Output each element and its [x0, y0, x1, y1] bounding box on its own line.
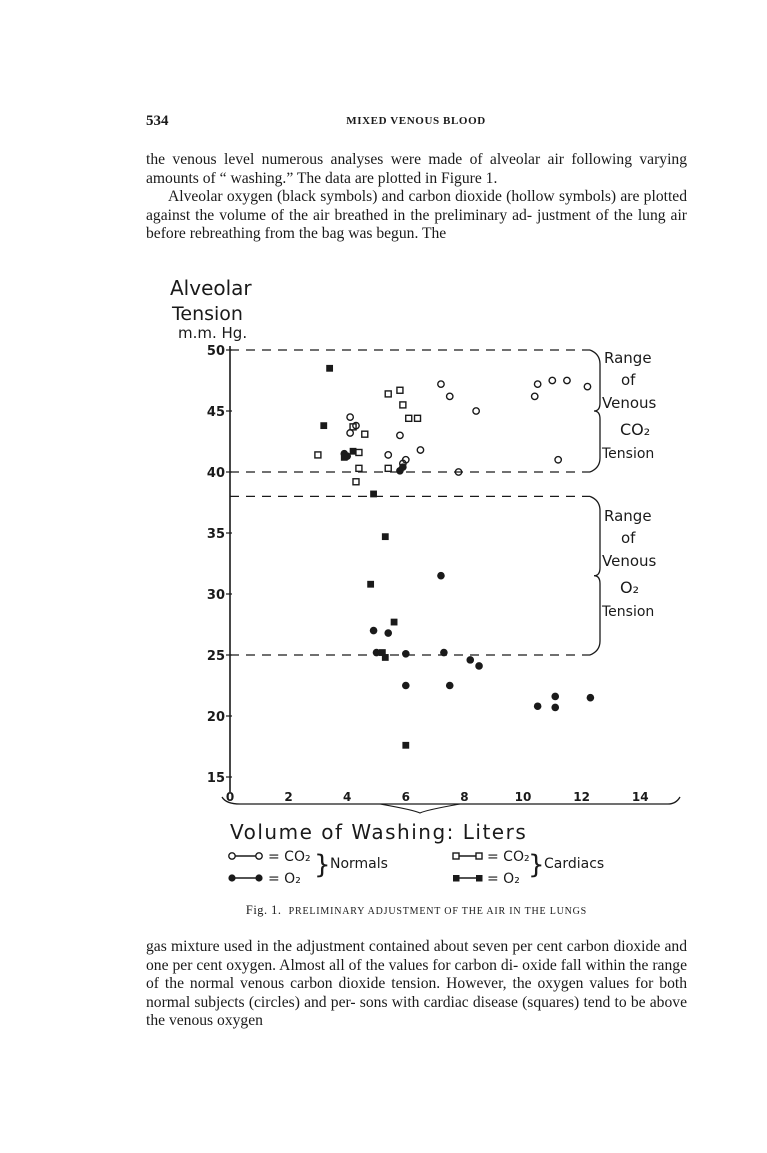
legend-cardiac-co2 [453, 849, 530, 865]
range-label-line: CO₂ [620, 420, 651, 439]
caption-fig-number: Fig. 1. [245, 903, 282, 917]
point-cardiac-o2 [326, 365, 333, 372]
point-normal-co2 [549, 377, 555, 383]
point-normal-o2 [402, 650, 410, 658]
point-normal-co2 [534, 381, 540, 387]
point-normal-o2 [551, 693, 559, 701]
y-axis-label-line-1: Alveolar [170, 276, 252, 300]
point-cardiac-o2 [350, 448, 357, 455]
point-normal-o2 [384, 629, 392, 637]
point-normal-co2 [347, 430, 353, 436]
legend-cardiac-co2-label: = CO₂ [487, 849, 530, 865]
point-cardiac-o2 [367, 581, 374, 588]
hollow-circle-marker [229, 853, 235, 859]
x-tick-label: 12 [573, 790, 590, 804]
range-label-line: Venous [602, 552, 657, 570]
filled-square-marker [453, 875, 460, 882]
point-cardiac-o2 [391, 619, 398, 626]
x-tick-label: 2 [284, 790, 293, 804]
hollow-circle-marker [256, 853, 262, 859]
point-normal-o2 [402, 682, 410, 690]
venous-ranges [230, 349, 657, 655]
hollow-square-marker [476, 853, 482, 859]
x-tick-label: 10 [514, 790, 532, 804]
point-normal-co2 [555, 457, 561, 463]
point-cardiac-o2 [382, 654, 389, 661]
range-brace [590, 350, 600, 472]
point-normal-o2 [551, 704, 559, 712]
y-tick-label: 40 [206, 466, 225, 481]
caption-title-text: PRELIMINARY ADJUSTMENT OF THE AIR IN THE LUNGS [288, 906, 588, 917]
point-cardiac-co2 [356, 449, 362, 455]
point-normal-co2 [473, 408, 479, 414]
point-cardiac-co2 [356, 465, 362, 471]
point-cardiac-co2 [385, 465, 391, 471]
page-number: 534 [146, 113, 169, 129]
point-normal-co2 [417, 447, 423, 453]
y-tick-label: 30 [206, 588, 225, 603]
point-cardiac-co2 [397, 387, 403, 393]
point-cardiac-o2 [341, 454, 348, 461]
legend-cardiacs-label: Cardiacs [544, 856, 605, 872]
brace-normals: } [314, 850, 331, 880]
y-axis-label-line-3: m.m. Hg. [178, 324, 248, 342]
point-cardiac-o2 [320, 422, 327, 429]
range-label-line: O₂ [620, 578, 640, 597]
y-tick-label: 45 [206, 405, 225, 420]
x-tick-label: 4 [343, 790, 352, 804]
paragraph-1: the venous level numerous analyses were made of alveolar air following varying amounts of “ washing.” The data are plotted in Figure 1. [146, 151, 687, 187]
point-cardiac-o2 [402, 742, 409, 749]
point-normal-co2 [385, 452, 391, 458]
point-normal-o2 [440, 649, 448, 657]
y-tick-label: 50 [206, 344, 225, 359]
point-normal-co2 [347, 414, 353, 420]
point-normal-co2 [397, 432, 403, 438]
x-tick-label: 8 [460, 790, 469, 804]
legend [228, 849, 604, 887]
y-tick-label: 20 [206, 710, 225, 725]
point-cardiac-o2 [382, 533, 389, 540]
point-normal-o2 [446, 682, 454, 690]
filled-circle-marker [255, 874, 262, 881]
point-cardiac-co2 [415, 415, 421, 421]
point-normal-co2 [584, 383, 590, 389]
filled-square-marker [476, 875, 483, 882]
range-label-line: Range [604, 349, 652, 367]
point-cardiac-co2 [315, 452, 321, 458]
paragraph-2: Alveolar oxygen (black symbols) and carbon dioxide (hollow symbols) are plotted against the volume of the air breathed in the preliminary ad- justment of the lung air before rebreathing from the bag was begun. The [146, 188, 687, 243]
brace-cardiacs: } [528, 850, 545, 880]
point-normal-co2 [532, 393, 538, 399]
y-tick-label: 15 [206, 771, 225, 786]
range-label-line: of [621, 371, 636, 389]
point-cardiac-co2 [362, 431, 368, 437]
point-normal-o2 [534, 702, 542, 710]
y-axis-label-line-2: Tension [172, 303, 243, 325]
paragraph-3: gas mixture used in the adjustment contained about seven per cent carbon dioxide and one per cent oxygen. Almost all of the values for carbon di- oxide fall within the range of the normal venous carbon dioxide tension. However, the oxygen values for both normal subjects (circles) and per- sons with cardiac disease (squares) tend to be above the venous oxygen [146, 938, 687, 1030]
legend-cardiac-o2-label: = O₂ [487, 871, 520, 887]
range-label-line: Tension [602, 446, 655, 462]
legend-normal-co2 [229, 849, 311, 865]
figure-caption [146, 903, 687, 918]
legend-normal-o2-label: = O₂ [268, 871, 301, 887]
point-normal-o2 [466, 656, 474, 664]
x-tick-label: 6 [401, 790, 410, 804]
y-tick-label: 35 [206, 527, 225, 542]
y-tick-label: 25 [206, 649, 225, 664]
point-normal-o2 [475, 662, 483, 670]
filled-circle-marker [228, 874, 235, 881]
point-normal-co2 [447, 393, 453, 399]
point-cardiac-co2 [400, 402, 406, 408]
point-normal-co2 [438, 381, 444, 387]
point-cardiac-co2 [353, 479, 359, 485]
point-normal-co2 [564, 377, 570, 383]
hollow-square-marker [453, 853, 459, 859]
legend-cardiac-o2 [453, 871, 520, 887]
range-brace [590, 496, 600, 655]
running-title: MIXED VENOUS BLOOD [346, 115, 486, 127]
legend-normal-o2 [228, 871, 300, 887]
point-normal-o2 [437, 572, 445, 580]
range-label-line: Venous [602, 394, 657, 412]
point-cardiac-co2 [406, 415, 412, 421]
body-text-bottom [146, 938, 687, 1031]
point-normal-o2 [370, 627, 378, 635]
range-label-line: Range [604, 507, 652, 525]
range-label-line: of [621, 529, 636, 547]
x-tick-label: 0 [225, 790, 235, 804]
data-points [315, 365, 594, 749]
x-axis-brace-point [380, 804, 460, 813]
point-normal-o2 [396, 467, 404, 475]
legend-normal-co2-label: = CO₂ [268, 849, 311, 865]
range-label-line: Tension [602, 604, 655, 620]
legend-normals-label: Normals [330, 856, 388, 872]
point-cardiac-co2 [385, 391, 391, 397]
point-normal-o2 [587, 694, 595, 702]
x-axis-label: Volume of Washing: Liters [230, 820, 528, 844]
caption-title [289, 906, 587, 917]
point-cardiac-o2 [370, 491, 377, 498]
x-tick-label: 14 [631, 790, 649, 804]
